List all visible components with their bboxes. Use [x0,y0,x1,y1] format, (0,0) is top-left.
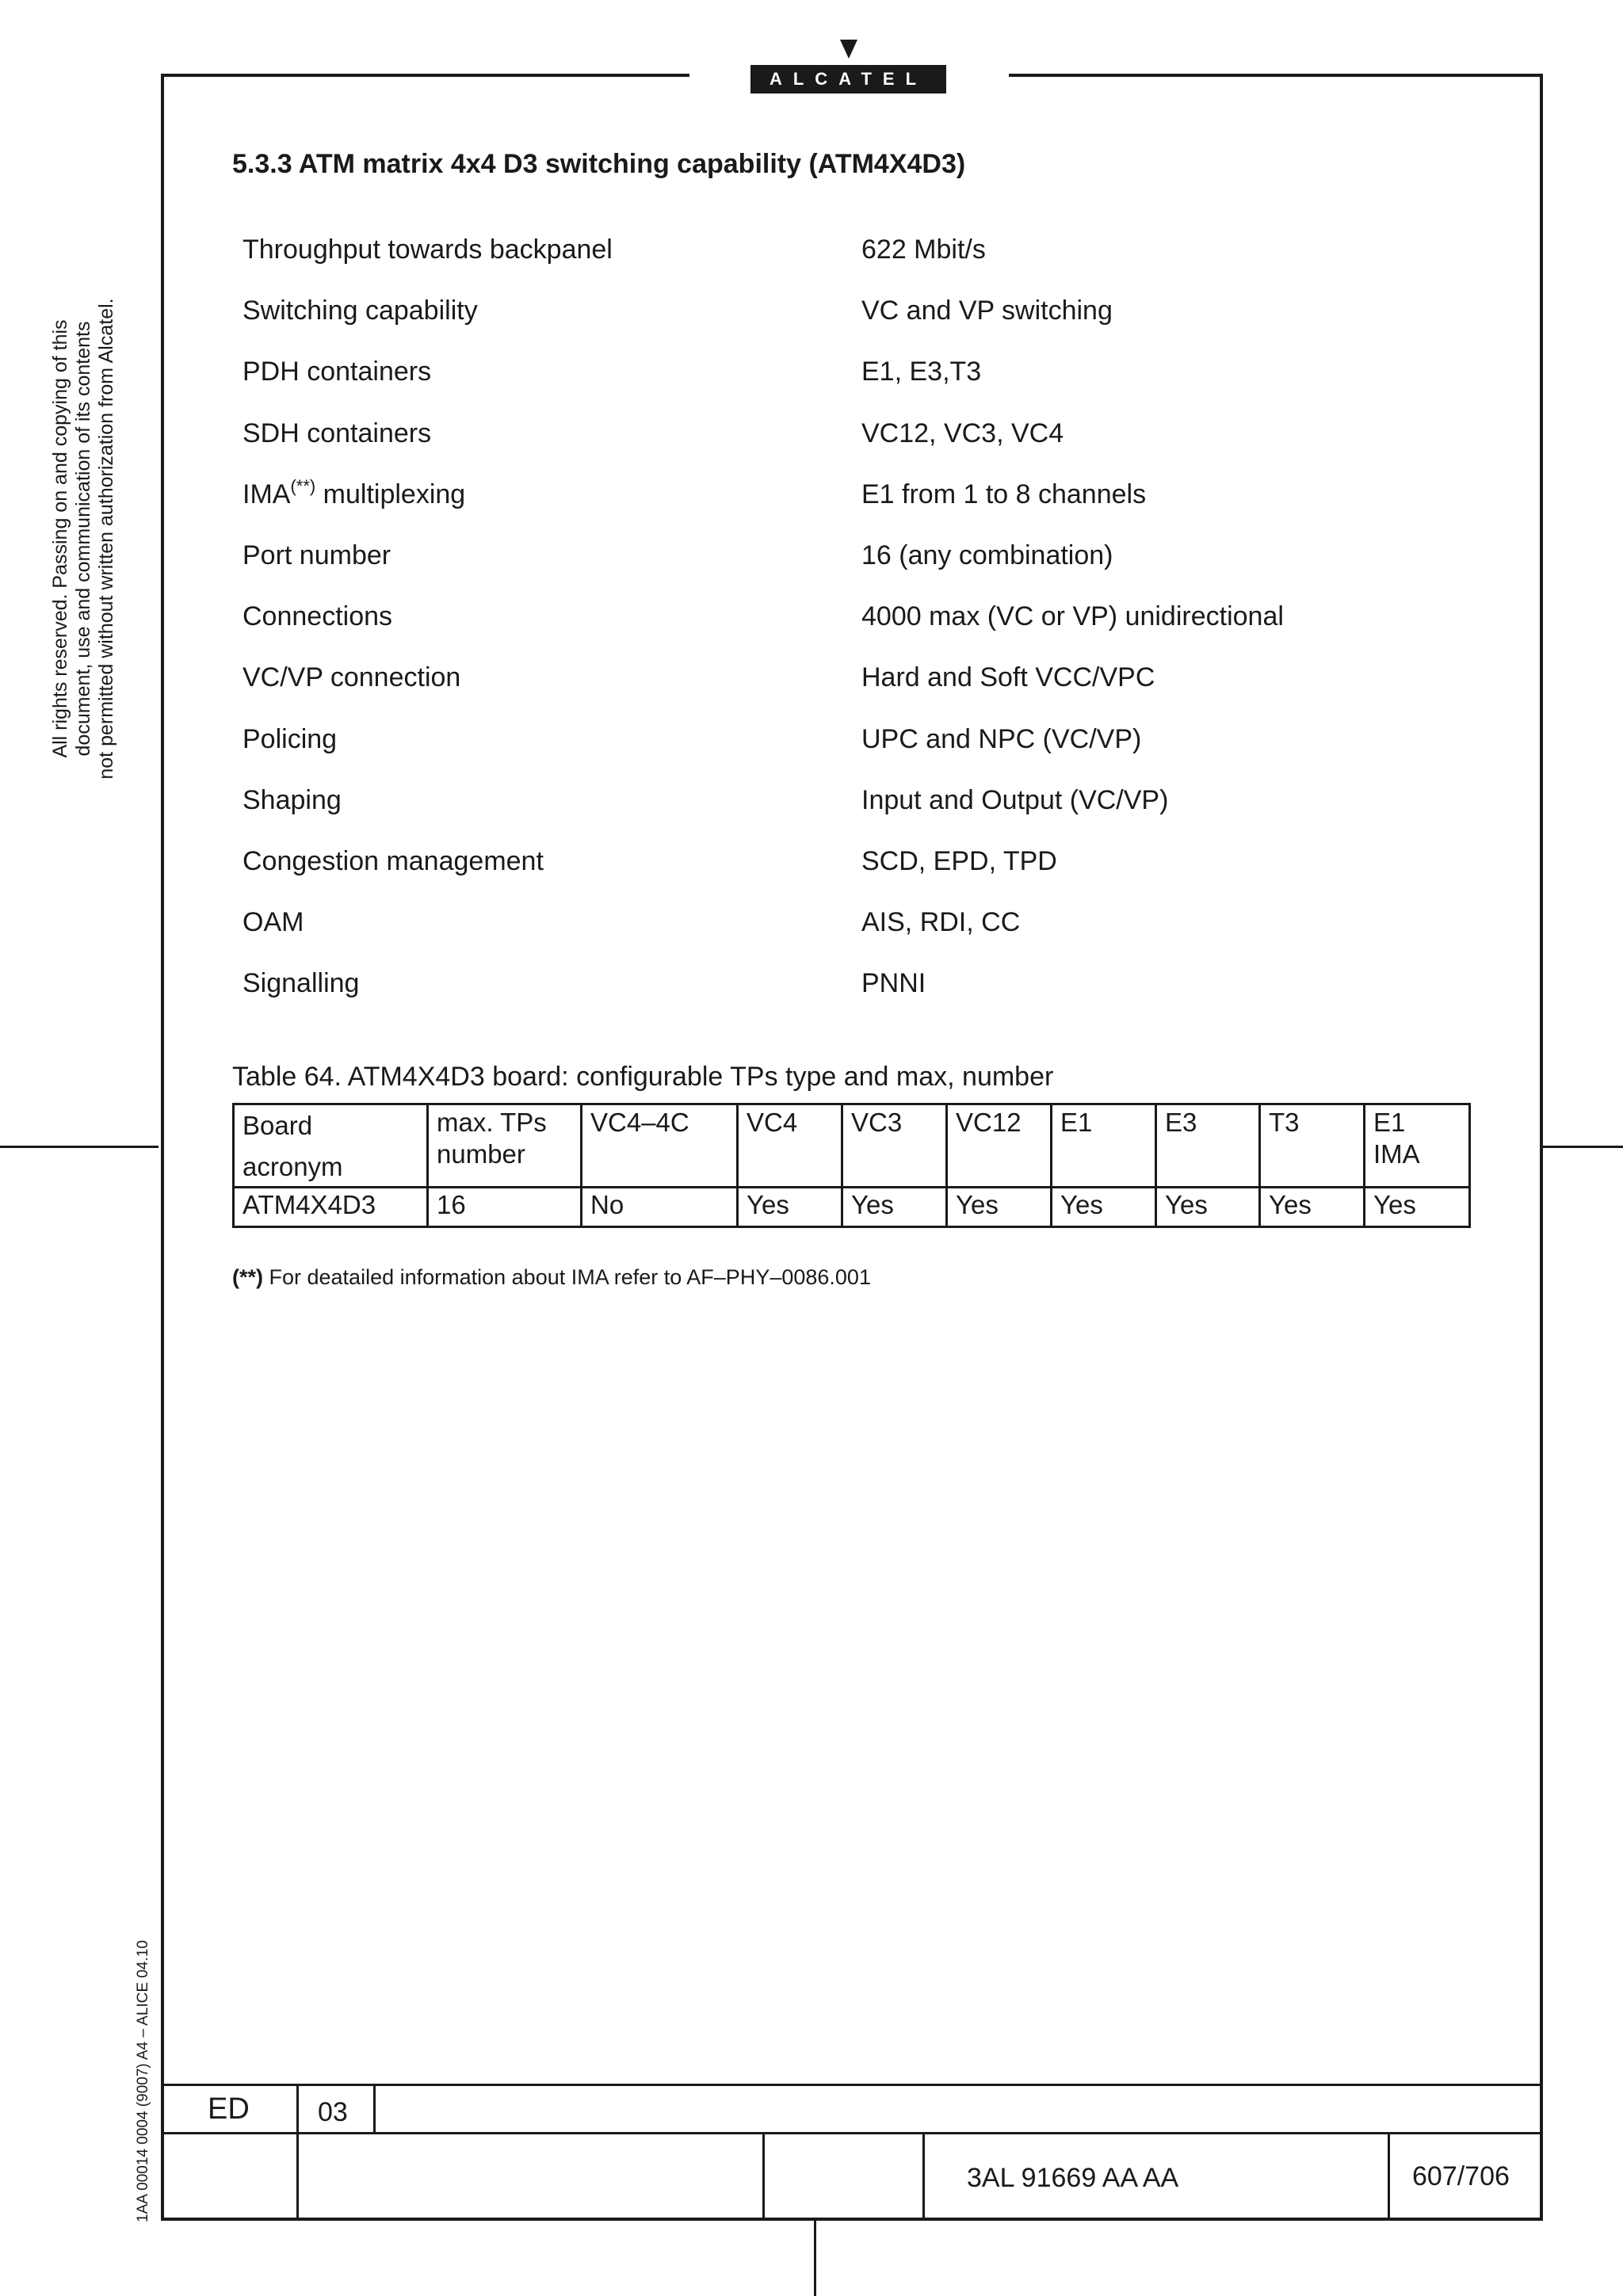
spec-value: PNNI [861,968,926,998]
table-header-cell: VC4–4C [590,1108,689,1137]
table-header-cell [235,1105,426,1188]
spec-value: Input and Output (VC/VP) [861,785,1169,815]
table-caption: Table 64. ATM4X4D3 board: configurable TPs type and max, number [232,1062,1054,1092]
alcatel-logo: ALCATEL [750,65,946,93]
spec-row [242,235,1431,269]
footnote-marker: (**) [232,1265,263,1289]
spec-row [242,907,1431,942]
rights-notice-line: not permitted without written authorization from Alcatel. [95,298,117,780]
title-block-divider [1388,2132,1390,2218]
spec-value: VC12, VC3, VC4 [861,418,1064,448]
table-cell: ATM4X4D3 [242,1190,376,1219]
table-cell: Yes [851,1190,894,1219]
title-block-divider [296,2084,299,2218]
rights-notice-line: All rights reserved. Passing on and copying of this [49,319,71,758]
section-title: 5.3.3 ATM matrix 4x4 D3 switching capability (ATM4X4D3) [232,149,966,179]
spec-row [242,540,1431,575]
header-line: max. TPs [437,1108,547,1137]
table-cell: 16 [437,1190,466,1219]
edition-value: 03 [318,2097,348,2127]
page-number: 607/706 [1412,2161,1510,2191]
title-block-top-line [161,2084,1543,2086]
fold-mark-left [0,1146,158,1148]
document-number: 3AL 91669 AA AA [967,2163,1179,2193]
logo-marker-icon [840,40,857,59]
spec-label: VC/VP connection [242,662,461,692]
spec-label: Connections [242,601,393,631]
spec-row [242,662,1431,697]
spec-label: PDH containers [242,357,432,387]
title-block-divider [922,2132,925,2218]
frame-bottom-border [161,2218,1543,2221]
rights-notice [49,277,118,800]
table-header-cell [1365,1107,1471,1170]
spec-label: SDH containers [242,418,432,448]
spec-label: Throughput towards backpanel [242,235,613,265]
spec-value: SCD, EPD, TPD [861,846,1057,876]
spec-value: UPC and NPC (VC/VP) [861,724,1142,754]
table-cell: Yes [1269,1190,1312,1219]
spec-row [242,296,1431,330]
spec-row [242,476,1431,514]
spec-value: 4000 max (VC or VP) unidirectional [861,601,1284,631]
spec-label-suffix: multiplexing [315,479,466,509]
spec-value: 622 Mbit/s [861,235,986,265]
fold-mark-bottom [814,2221,816,2296]
frame-top-border-left [161,74,689,77]
spec-value: E1 from 1 to 8 channels [861,479,1147,509]
table-header-cell: VC4 [747,1108,798,1137]
header-line: Board [242,1111,313,1140]
spec-value: AIS, RDI, CC [861,907,1021,937]
spec-label: Switching capability [242,296,478,326]
spec-row [242,601,1431,636]
table-header-cell: E3 [1165,1108,1197,1137]
footnote-ref: (**) [290,476,316,496]
table-header-cell: VC12 [956,1108,1022,1137]
table-header-cell: VC3 [851,1108,903,1137]
spec-row [242,785,1431,820]
spec-label: Signalling [242,968,360,998]
table-header-cell [429,1107,580,1170]
spec-value: VC and VP switching [861,296,1113,326]
table-cell: No [590,1190,624,1219]
table-cell: Yes [956,1190,999,1219]
rights-notice-line: document, use and communication of its contents [72,321,94,757]
spec-row [242,357,1431,391]
footnote [232,1265,871,1290]
spec-label: Policing [242,724,338,754]
fold-mark-right [1543,1146,1623,1148]
table-cell: Yes [1373,1190,1416,1219]
tp-table [232,1103,1471,1228]
spec-label [242,476,466,510]
table-cell: Yes [1165,1190,1208,1219]
header-line: IMA [1373,1139,1420,1169]
spec-row [242,846,1431,881]
spec-label: OAM [242,907,304,937]
form-code: 1AA 00014 0004 (9007) A4 – ALICE 04.10 [135,1939,151,2222]
spec-label: Congestion management [242,846,544,876]
frame-left-border [161,74,164,2221]
spec-value: Hard and Soft VCC/VPC [861,662,1155,692]
title-block-divider [373,2084,376,2133]
header-line: number [437,1139,525,1169]
footnote-text: For deatailed information about IMA refer to AF–PHY–0086.001 [263,1265,871,1289]
header-line: acronym [242,1152,343,1181]
spec-row [242,724,1431,759]
spec-label-text: IMA [242,479,291,509]
spec-value: 16 (any combination) [861,540,1113,570]
header-line: E1 [1373,1108,1406,1137]
edition-label: ED [208,2092,250,2126]
spec-value: E1, E3,T3 [861,357,982,387]
spec-row [242,418,1431,453]
table-cell: Yes [747,1190,789,1219]
table-header-cell: E1 [1060,1108,1093,1137]
spec-label: Port number [242,540,391,570]
table-header-cell: T3 [1269,1108,1300,1137]
spec-row [242,968,1431,1003]
frame-top-border-right [1009,74,1543,77]
spec-label: Shaping [242,785,342,815]
title-block-mid-line [161,2132,1543,2134]
table-cell: Yes [1060,1190,1103,1219]
title-block-divider [762,2132,765,2218]
